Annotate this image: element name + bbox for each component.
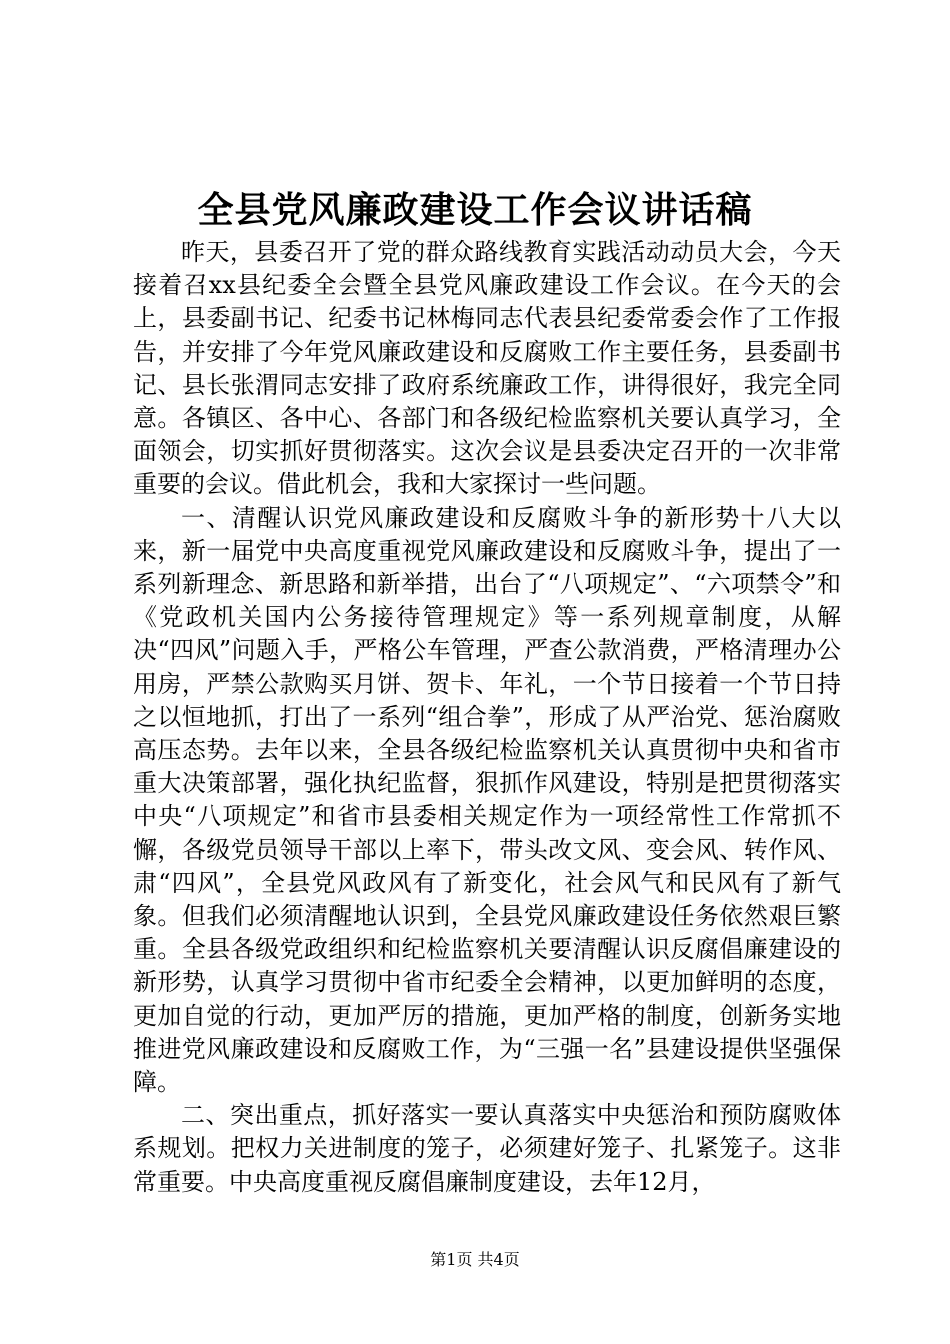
body-paragraph-3: 二、突出重点，抓好落实一要认真落实中央惩治和预防腐败体系规划。把权力关进制度的笼子，必须建好笼子、扎紧笼子。这非常重要。中央高度重视反腐倡廉制度建设，去年12月， bbox=[133, 1101, 841, 1196]
body-paragraph-2: 一、清醒认识党风廉政建设和反腐败斗争的新形势十八大以来，新一届党中央高度重视党风廉政建设和反腐败斗争，提出了一系列新理念、新思路和新举措，出台了“八项规定”、“六项禁令”和《党政机关国内公务接待管理规定》等一系列规章制度，从解决“四风”问题入手，严格公车管理，严查公款消费，严格清理办公用房，严禁公款购买月饼、贺卡、年礼，一个节日接着一个节日持之以恒地抓，打出了一系列“组合拳”，形成了从严治党、惩治腐败高压态势。去年以来，全县各级纪检监察机关认真贯彻中央和省市重大决策部署，强化执纪监督，狠抓作风建设，特别是把贯彻落实中央“八项规定”和省市县委相关规定作为一项经常性工作常抓不懈，各级党员领导干部以上率下，带头改文风、变会风、转作风、肃“四风”，全县党风政风有了新变化，社会风气和民风有了新气象。但我们必须清醒地认识到，全县党风廉政建设任务依然艰巨繁重。全县各级党政组织和纪检监察机关要清醒认识反腐倡廉建设的新形势，认真学习贯彻中省市纪委全会精神，以更加鲜明的态度，更加自觉的行动，更加严厉的措施，更加严格的制度，创新务实地推进党风廉政建设和反腐败工作，为“三强一名”县建设提供坚强保障。 bbox=[133, 503, 841, 1097]
body-paragraph-1: 昨天，县委召开了党的群众路线教育实践活动动员大会，今天接着召xx县纪委全会暨全县党风廉政建设工作会议。在今天的会上，县委副书记、纪委书记林梅同志代表县纪委常委会作了工作报告，并安排了今年党风廉政建设和反腐败工作主要任务，县委副书记、县长张渭同志安排了政府系统廉政工作，讲得很好，我完全同意。各镇区、各中心、各部门和各级纪检监察机关要认真学习，全面领会，切实抓好贯彻落实。这次会议是县委决定召开的一次非常重要的会议。借此机会，我和大家探讨一些问题。 bbox=[133, 238, 841, 499]
document-body bbox=[133, 236, 841, 1199]
document-title: 全县党风廉政建设工作会议讲话稿 bbox=[197, 189, 753, 231]
page-indicator: 第1页 共4页 bbox=[430, 1250, 520, 1269]
